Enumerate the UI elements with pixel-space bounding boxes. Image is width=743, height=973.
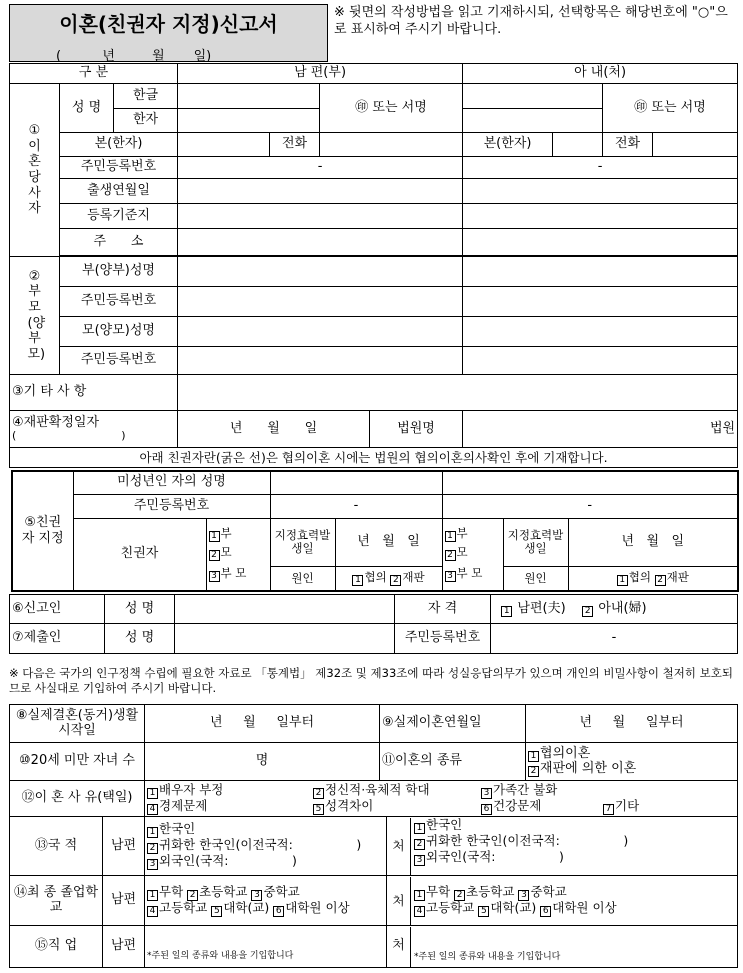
reporter-name[interactable] — [175, 595, 395, 624]
father-rrn-label: 주민등록번호 — [60, 287, 178, 317]
statistics-table — [9, 704, 738, 968]
date-line: ( 년 월 일) — [56, 49, 212, 64]
section-5-label: ⑤친권자 지정 — [12, 471, 73, 591]
husband-mother-rrn[interactable] — [178, 347, 463, 375]
statistics-note: ※ 다음은 국가의 인구정책 수립에 필요한 자료로 「통계법」 제32조 및 제33조에 따라 성실응답의무가 있으며 개인의 비밀사항이 철저히 보호되므로 사실대로 기입하여 주시기 바랍니다. — [9, 666, 733, 695]
birth-label: 출생연월일 — [60, 179, 178, 204]
husband-reg[interactable] — [178, 204, 463, 229]
education-husband-label: 남편 — [103, 876, 145, 926]
mother-label: 모(양모)성명 — [60, 317, 178, 347]
submitter-name-label: 성 명 — [105, 624, 175, 654]
wife-bon-label: 본(한자) — [463, 133, 553, 157]
submitter-rrn[interactable]: - — [491, 624, 738, 654]
submitter-rrn-label: 주민등록번호 — [395, 624, 491, 654]
wife-name-hanja[interactable] — [463, 109, 603, 133]
education-wife-options[interactable]: 처 1 무학 2 초등학교 3 중학교 4 고등학교 5 대학(교) 6 대학원 이상 — [387, 876, 738, 926]
occupation-husband[interactable]: *주된 일의 종류와 내용을 기입합니다 — [145, 926, 387, 968]
husband-rrn[interactable]: - — [178, 157, 463, 179]
husband-name-hanja[interactable] — [178, 109, 320, 133]
divorce-reason-options[interactable]: 1 배우자 부정 2 정신적·육체적 학대 3 가족간 불화 4 경제문제 5 성격차이 6 건강문제 7 기타 — [145, 781, 738, 817]
judgment-date-label: ④재판확정일자 ( ) — [10, 411, 178, 448]
education-label: ⑭최 종 졸업학교 — [10, 876, 103, 926]
minor-rrn-label: 주민등록번호 — [73, 494, 270, 518]
education-wife-label: 처 — [387, 877, 411, 925]
husband-mother[interactable] — [178, 317, 463, 347]
nationality-husband-label: 남편 — [103, 817, 145, 876]
minor-rrn-1[interactable]: - — [270, 494, 442, 518]
title-box — [9, 4, 328, 62]
husband-seal[interactable]: ㊞ 또는 서명 — [320, 84, 463, 133]
marriage-start-label: ⑧실제결혼(동거)생활 시작일 — [10, 705, 145, 743]
effective-date-label-2: 지정효력발생일 — [503, 518, 568, 566]
father-label: 부(양부)성명 — [60, 257, 178, 287]
occupation-husband-label: 남편 — [103, 926, 145, 968]
etc-label: ③기 타 사 항 — [10, 375, 178, 411]
main-table — [9, 63, 738, 468]
wife-bon[interactable] — [553, 133, 603, 157]
nationality-label: ⑬국 적 — [10, 817, 103, 876]
court-name[interactable]: 법원 — [463, 411, 738, 448]
hanja-label: 한자 — [114, 109, 178, 133]
minor-rrn-2[interactable]: - — [442, 494, 738, 518]
reporter-name-label: 성 명 — [105, 595, 175, 624]
section-2-label: ②부모(양부모) — [10, 257, 60, 375]
husband-birth[interactable] — [178, 179, 463, 204]
husband-father-rrn[interactable] — [178, 287, 463, 317]
custody-note: 아래 친권자란(굵은 선)은 협의이혼 시에는 법원의 협의이혼의사확인 후에 기재합니다. — [10, 448, 738, 468]
divorce-type-label: ⑪이혼의 종류 — [380, 743, 526, 781]
minor-name-1[interactable] — [270, 471, 442, 494]
divorce-date-label: ⑨실제이혼연월일 — [380, 705, 526, 743]
effective-date-2[interactable]: 년 월 일 — [568, 518, 738, 566]
cause-options-1[interactable]: 1 협의 2 재판 — [335, 566, 442, 591]
mother-rrn-label: 주민등록번호 — [60, 347, 178, 375]
husband-father[interactable] — [178, 257, 463, 287]
wife-reg[interactable] — [463, 204, 738, 229]
reporter-label: ⑥신고인 — [10, 595, 105, 624]
name-label: 성 명 — [60, 84, 114, 133]
top-note: ※ 뒷면의 작성방법을 읽고 기재하시되, 선택항목은 해당번호에 "○"으로 표시하여 주시기 바랍니다. — [334, 5, 728, 37]
wife-mother-rrn[interactable] — [463, 347, 738, 375]
reg-label: 등록기준지 — [60, 204, 178, 229]
divorce-type-options[interactable]: 1 협의이혼 2 재판에 의한 이혼 — [526, 743, 738, 781]
custodian-label: 친권자 — [73, 518, 206, 591]
divorce-reason-label: ⑫이 혼 사 유(택일) — [10, 781, 145, 817]
wife-phone[interactable] — [653, 133, 738, 157]
reporter-status-label: 자 격 — [395, 595, 491, 624]
nationality-wife-options[interactable]: 처 1 한국인 2 귀화한 한국인(이전국적: ) 3 외국인(국적: ) — [387, 817, 738, 876]
effective-date-label-1: 지정효력발생일 — [270, 518, 335, 566]
occupation-label: ⑮직 업 — [10, 926, 103, 968]
wife-addr[interactable] — [463, 229, 738, 256]
divorce-date[interactable]: 년 월 일부터 — [526, 705, 738, 743]
occupation-wife[interactable]: 처 *주된 일의 종류와 내용을 기입합니다 — [387, 926, 738, 968]
judgment-date[interactable]: 년 월 일 — [178, 411, 370, 448]
header-husband: 남 편(부) — [178, 64, 463, 84]
wife-birth[interactable] — [463, 179, 738, 204]
husband-name-hangul[interactable] — [178, 84, 320, 109]
reporter-status-options[interactable]: 1 남편(夫) 2 아내(婦) — [491, 595, 738, 624]
education-husband-options[interactable]: 1 무학 2 초등학교 3 중학교 4 고등학교 5 대학(교) 6 대학원 이상 — [145, 876, 387, 926]
nationality-husband-options[interactable]: 1 한국인 2 귀화한 한국인(이전국적: ) 3 외국인(국적: ) — [145, 817, 387, 876]
custodian-options-1[interactable]: 1 부 2 모 3 부 모 — [206, 518, 270, 591]
reporter-table — [9, 594, 738, 654]
cause-options-2[interactable]: 1 협의 2 재판 — [568, 566, 738, 591]
minor-name-2[interactable] — [442, 471, 738, 494]
minor-children-label: ⑩20세 미만 자녀 수 — [10, 743, 145, 781]
husband-phone-label: 전화 — [270, 133, 320, 157]
occupation-wife-label: 처 — [387, 927, 411, 967]
hangul-label: 한글 — [114, 84, 178, 109]
effective-date-1[interactable]: 년 월 일 — [335, 518, 442, 566]
cause-label-2: 원인 — [503, 566, 568, 591]
minor-children-count[interactable]: 명 — [145, 743, 380, 781]
wife-phone-label: 전화 — [603, 133, 653, 157]
submitter-label: ⑦제출인 — [10, 624, 105, 654]
marriage-start-date[interactable]: 년 월 일부터 — [145, 705, 380, 743]
form-title: 이혼(친권자 지정)신고서 — [59, 12, 278, 36]
nationality-wife-label: 처 — [387, 818, 411, 875]
court-label: 법원명 — [370, 411, 463, 448]
wife-father[interactable] — [463, 257, 738, 287]
husband-addr[interactable] — [178, 229, 463, 256]
etc-value[interactable] — [178, 375, 738, 411]
header-wife: 아 내(처) — [463, 64, 738, 84]
custodian-options-2[interactable]: 1 부 2 모 3 부 모 — [442, 518, 503, 591]
wife-rrn[interactable]: - — [463, 157, 738, 179]
wife-name-hangul[interactable] — [463, 84, 603, 109]
cause-label-1: 원인 — [270, 566, 335, 591]
addr-label: 주 소 — [60, 229, 178, 256]
husband-bon[interactable] — [178, 133, 270, 157]
custody-table — [11, 470, 739, 592]
section-1-label: ①이혼당사자 — [10, 84, 60, 257]
header-gubun: 구 분 — [10, 64, 178, 84]
submitter-name[interactable] — [175, 624, 395, 654]
husband-phone[interactable] — [320, 133, 463, 157]
minor-name-label: 미성년인 자의 성명 — [73, 471, 270, 494]
rrn-label: 주민등록번호 — [60, 157, 178, 179]
bon-label: 본(한자) — [60, 133, 178, 157]
wife-seal[interactable]: ㊞ 또는 서명 — [603, 84, 738, 133]
wife-mother[interactable] — [463, 317, 738, 347]
wife-father-rrn[interactable] — [463, 287, 738, 317]
